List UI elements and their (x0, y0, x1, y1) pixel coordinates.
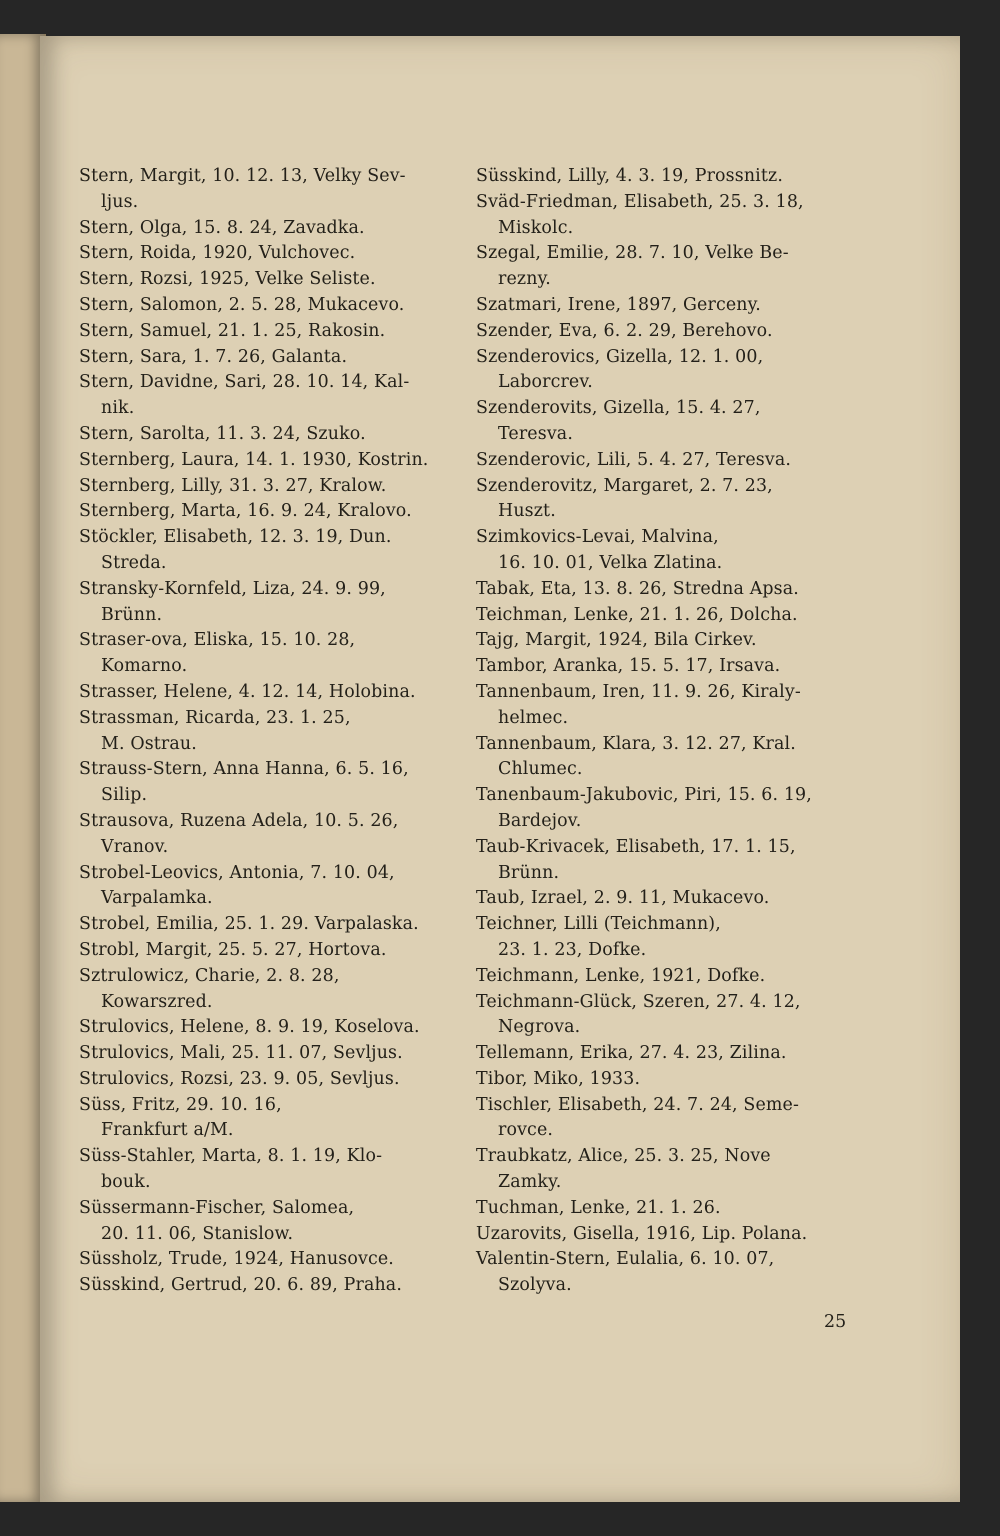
entry-line: Strulovics, Mali, 25. 11. 07, Sevljus. (79, 1043, 403, 1064)
name-entry (476, 680, 861, 732)
name-entry (476, 164, 861, 190)
entry-continuation-line: Laborcrev. (498, 372, 593, 393)
name-entry (476, 396, 861, 448)
name-entry (79, 241, 459, 267)
entry-line: Stern, Sara, 1. 7. 26, Galanta. (79, 346, 348, 367)
name-entry (476, 964, 861, 990)
entry-line: Tambor, Aranka, 15. 5. 17, Irsava. (476, 656, 781, 677)
entry-line: Strulovics, Rozsi, 23. 9. 05, Sevljus. (79, 1068, 400, 1089)
entry-line: Stern, Margit, 10. 12. 13, Velky Sev- (79, 166, 406, 186)
entry-line: Stern, Olga, 15. 8. 24, Zavadka. (79, 217, 365, 238)
name-entry (79, 1067, 459, 1093)
entry-line: Stöckler, Elisabeth, 12. 3. 19, Dun. (79, 527, 392, 548)
name-entry (79, 216, 459, 242)
name-entry (79, 499, 459, 525)
entry-continuation-line: Chlumec. (498, 759, 583, 780)
name-entry (79, 1093, 459, 1145)
left-column (79, 164, 459, 1299)
entry-line: Sternberg, Laura, 14. 1. 1930, Kostrin. (79, 449, 429, 470)
name-entry (476, 190, 861, 242)
entry-continuation-line: nik. (101, 398, 135, 419)
name-entry (476, 628, 861, 654)
entry-line: Tellemann, Erika, 27. 4. 23, Zilina. (476, 1043, 787, 1064)
entry-line: Taub-Krivacek, Elisabeth, 17. 1. 15, (476, 836, 796, 857)
name-entry (79, 861, 459, 913)
entry-line: Tannenbaum, Klara, 3. 12. 27, Kral. (476, 733, 796, 754)
right-column (476, 164, 861, 1299)
entry-line: Szenderovitz, Margaret, 2. 7. 23, (476, 475, 773, 496)
entry-line: Szenderovics, Gizella, 12. 1. 00, (476, 346, 764, 367)
entry-line: Tabak, Eta, 13. 8. 26, Stredna Apsa. (476, 578, 799, 599)
entry-continuation-line: Streda. (101, 552, 167, 573)
entry-line: Sztrulowicz, Charie, 2. 8. 28, (79, 965, 340, 986)
entry-continuation-line: Varpalamka. (101, 888, 213, 909)
entry-line: Teichmann, Lenke, 1921, Dofke. (476, 965, 766, 986)
name-entry (79, 964, 459, 1016)
entry-line: Szegal, Emilie, 28. 7. 10, Velke Be- (476, 243, 789, 264)
name-entry (79, 164, 459, 216)
entry-continuation-line: Vranov. (101, 836, 169, 857)
entry-line: Sternberg, Lilly, 31. 3. 27, Kralow. (79, 475, 387, 496)
name-entry (476, 525, 861, 577)
entry-continuation-line: Frankfurt a/M. (101, 1120, 234, 1141)
entry-line: Sternberg, Marta, 16. 9. 24, Kralovo. (79, 501, 412, 522)
name-entry (476, 732, 861, 784)
entry-line: Strobl, Margit, 25. 5. 27, Hortova. (79, 939, 387, 960)
entry-continuation-line: Teresva. (498, 423, 573, 444)
entry-line: Stern, Davidne, Sari, 28. 10. 14, Kal- (79, 372, 410, 393)
entry-line: Szenderovits, Gizella, 15. 4. 27, (476, 398, 761, 419)
book-page (40, 36, 960, 1502)
name-entry (79, 1041, 459, 1067)
entry-line: Süss, Fritz, 29. 10. 16, (79, 1094, 282, 1115)
entry-line: Süssermann-Fischer, Salomea, (79, 1197, 355, 1218)
entry-line: Tajg, Margit, 1924, Bila Cirkev. (476, 630, 757, 651)
name-entry (79, 267, 459, 293)
name-entry (476, 241, 861, 293)
name-entry (476, 1247, 861, 1299)
entry-continuation-line: bouk. (101, 1172, 151, 1193)
entry-line: Süss-Stahler, Marta, 8. 1. 19, Klo- (79, 1146, 383, 1167)
entry-line: Uzarovits, Gisella, 1916, Lip. Polana. (476, 1223, 808, 1244)
entry-line: Strulovics, Helene, 8. 9. 19, Koselova. (79, 1017, 420, 1038)
entry-line: Szimkovics-Levai, Malvina, (476, 527, 719, 548)
entry-continuation-line: rezny. (498, 269, 551, 290)
entry-line: Teichman, Lenke, 21. 1. 26, Dolcha. (476, 604, 798, 625)
entry-line: Stern, Rozsi, 1925, Velke Seliste. (79, 269, 376, 290)
name-entry (476, 1067, 861, 1093)
entry-line: Taub, Izrael, 2. 9. 11, Mukacevo. (476, 888, 770, 909)
entry-continuation-line: Miskolc. (498, 217, 574, 238)
entry-continuation-line: Kowarszred. (101, 991, 213, 1012)
entry-continuation-line: Silip. (101, 785, 148, 806)
entry-line: Strobel, Emilia, 25. 1. 29. Varpalaska. (79, 914, 419, 935)
name-entry (79, 938, 459, 964)
entry-continuation-line: ljus. (101, 191, 139, 212)
entry-continuation-line: Zamky. (498, 1172, 562, 1193)
entry-continuation-line: 16. 10. 01, Velka Zlatina. (498, 552, 723, 573)
name-entry (476, 835, 861, 887)
name-entry (79, 1144, 459, 1196)
entry-line: Stern, Sarolta, 11. 3. 24, Szuko. (79, 423, 366, 444)
name-entry (476, 886, 861, 912)
entry-line: Süssholz, Trude, 1924, Hanusovce. (79, 1249, 394, 1270)
name-entry (476, 319, 861, 345)
entry-line: Süsskind, Lilly, 4. 3. 19, Prossnitz. (476, 166, 784, 186)
name-entry (79, 319, 459, 345)
entry-line: Straser-ova, Eliska, 15. 10. 28, (79, 630, 356, 651)
entry-line: Tibor, Miko, 1933. (476, 1068, 641, 1089)
entry-line: Stern, Samuel, 21. 1. 25, Rakosin. (79, 320, 386, 341)
name-entry (79, 1015, 459, 1041)
name-entry (476, 912, 861, 964)
name-entry (79, 757, 459, 809)
name-entry (79, 293, 459, 319)
entry-continuation-line: M. Ostrau. (101, 733, 197, 754)
entry-continuation-line: Huszt. (498, 501, 556, 522)
entry-line: Strausova, Ruzena Adela, 10. 5. 26, (79, 810, 399, 831)
name-entry (476, 345, 861, 397)
name-entry (476, 1196, 861, 1222)
entry-line: Traubkatz, Alice, 25. 3. 25, Nove (476, 1146, 771, 1167)
name-entry (476, 783, 861, 835)
name-entry (79, 577, 459, 629)
entry-continuation-line: Komarno. (101, 656, 188, 677)
entry-continuation-line: Bardejov. (498, 810, 582, 831)
name-entry (79, 422, 459, 448)
entry-line: Tanenbaum-Jakubovic, Piri, 15. 6. 19, (476, 785, 812, 806)
entry-line: Szenderovic, Lili, 5. 4. 27, Teresva. (476, 449, 792, 470)
entry-line: Stransky-Kornfeld, Liza, 24. 9. 99, (79, 578, 386, 599)
entry-line: Valentin-Stern, Eulalia, 6. 10. 07, (476, 1249, 775, 1270)
name-entry (79, 525, 459, 577)
entry-line: Stern, Salomon, 2. 5. 28, Mukacevo. (79, 294, 405, 315)
entry-continuation-line: Brünn. (101, 604, 163, 625)
name-entry (79, 1247, 459, 1273)
entry-line: Szender, Eva, 6. 2. 29, Berehovo. (476, 320, 773, 341)
entry-line: Tuchman, Lenke, 21. 1. 26. (476, 1197, 721, 1218)
entry-line: Tischler, Elisabeth, 24. 7. 24, Seme- (476, 1094, 800, 1115)
entry-continuation-line: 23. 1. 23, Dofke. (498, 939, 647, 960)
entry-line: Sväd-Friedman, Elisabeth, 25. 3. 18, (476, 191, 804, 212)
entry-line: Süsskind, Gertrud, 20. 6. 89, Praha. (79, 1275, 403, 1296)
name-entry (476, 1144, 861, 1196)
name-entry (79, 345, 459, 371)
name-entry (79, 680, 459, 706)
entry-line: Strasser, Helene, 4. 12. 14, Holobina. (79, 681, 416, 702)
entry-continuation-line: Brünn. (498, 862, 560, 883)
name-entry (476, 603, 861, 629)
name-entry (476, 448, 861, 474)
entry-continuation-line: helmec. (498, 707, 569, 728)
entry-line: Strauss-Stern, Anna Hanna, 6. 5. 16, (79, 759, 409, 780)
name-entry (79, 1273, 459, 1299)
name-entry (476, 577, 861, 603)
name-entry (476, 474, 861, 526)
entry-line: Szatmari, Irene, 1897, Gerceny. (476, 294, 761, 315)
entry-line: Stern, Roida, 1920, Vulchovec. (79, 243, 356, 264)
name-entry (476, 1041, 861, 1067)
name-entry (79, 912, 459, 938)
entry-continuation-line: rovce. (498, 1120, 554, 1141)
name-entry (79, 448, 459, 474)
entry-continuation-line: Szolyva. (498, 1275, 572, 1296)
name-entry (79, 474, 459, 500)
entry-line: Teichner, Lilli (Teichmann), (476, 914, 721, 935)
entry-continuation-line: Negrova. (498, 1017, 581, 1038)
name-entry (476, 990, 861, 1042)
name-entry (79, 370, 459, 422)
name-entry (476, 293, 861, 319)
name-entry (79, 706, 459, 758)
name-entry (476, 1093, 861, 1145)
name-entry (79, 628, 459, 680)
entry-line: Strassman, Ricarda, 23. 1. 25, (79, 707, 351, 728)
entry-line: Tannenbaum, Iren, 11. 9. 26, Kiraly- (476, 681, 801, 702)
entry-continuation-line: 20. 11. 06, Stanislow. (101, 1223, 294, 1244)
name-entry (476, 654, 861, 680)
entry-line: Teichmann-Glück, Szeren, 27. 4. 12, (476, 991, 801, 1012)
name-entry (79, 1196, 459, 1248)
entry-line: Strobel-Leovics, Antonia, 7. 10. 04, (79, 862, 395, 883)
name-entry (79, 809, 459, 861)
name-entry (476, 1222, 861, 1248)
page-number: 25 (824, 1312, 847, 1332)
